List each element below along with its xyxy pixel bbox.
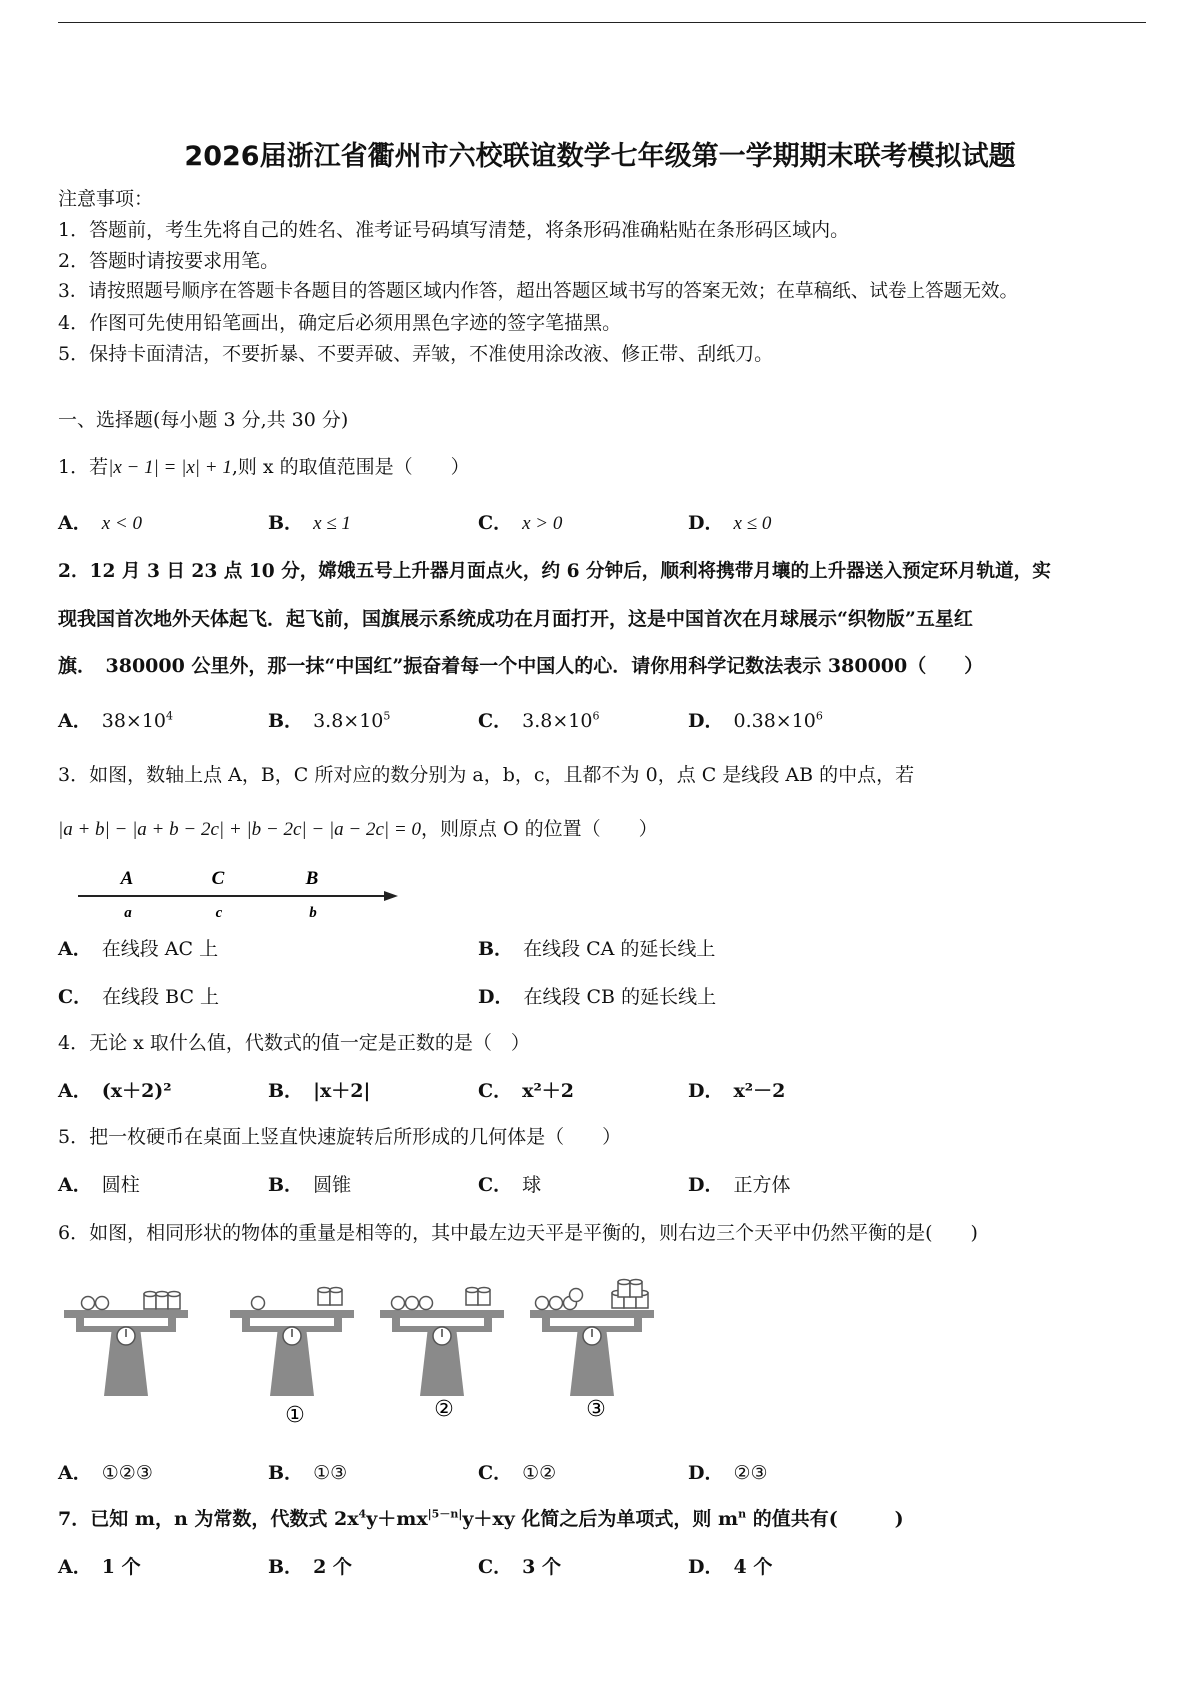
header-rule — [58, 22, 1146, 23]
option-b[interactable]: B． $3.8\times 10^5$ — [268, 709, 391, 732]
option-b[interactable]: B． 圆锥 — [268, 1174, 352, 1196]
math-expression: |x − 1| = |x| + 1 — [108, 457, 232, 478]
option-d[interactable]: D． 4 个 — [688, 1556, 773, 1578]
notice-item: 2．答题时请按要求用笔。 — [58, 250, 280, 272]
question-2-line: 现我国首次地外天体起飞．起飞前，国旗展示系统成功在月面打开，这是中国首次在月球展示“织物版”五星红 — [58, 608, 973, 630]
option-b[interactable]: B． ①③ — [268, 1462, 348, 1484]
balance-scales-figure — [60, 1262, 680, 1432]
option-c[interactable]: C． x > 0 — [478, 512, 563, 534]
value-label-a: a — [124, 905, 132, 921]
page-title: 2026届浙江省衢州市六校联谊数学七年级第一学期期末联考模拟试题 — [184, 141, 1016, 172]
option-a[interactable]: A． 在线段 AC 上 — [58, 938, 219, 960]
question-3-condition — [58, 814, 658, 841]
figure-label-1: ① — [285, 1403, 305, 1428]
question-4-stem: 4．无论 x 取什么值，代数式的值一定是正数的是（ ） — [58, 1032, 530, 1054]
option-d[interactable]: D． $0.38\times 10^6$ — [688, 709, 823, 732]
value-label-b: b — [309, 905, 317, 921]
point-label-a: A — [120, 868, 134, 889]
option-a[interactable]: A． 圆柱 — [58, 1174, 140, 1196]
option-d[interactable]: D． ②③ — [688, 1462, 768, 1484]
question-2-line: 旗． 380000 公里外，那一抹“中国红”振奋着每一个中国人的心．请你用科学记数法表示 380000（ ） — [58, 655, 984, 677]
math-expression: |a + b| − |a + b − 2c| + |b − 2c| − |a − 2c| = 0 — [58, 819, 421, 840]
option-c[interactable]: C． 在线段 BC 上 — [58, 986, 220, 1008]
option-b[interactable]: B． |x＋2| — [268, 1080, 371, 1102]
option-b[interactable]: B． 在线段 CA 的延长线上 — [478, 938, 716, 960]
option-c[interactable]: C． x²＋2 — [478, 1080, 574, 1102]
question-number: 1．若 — [58, 456, 109, 478]
question-6-stem: 6．如图，相同形状的物体的重量是相等的，其中最左边天平是平衡的，则右边三个天平中仍然平衡的是( ) — [58, 1222, 978, 1244]
value-label-c: c — [215, 905, 223, 921]
option-a[interactable]: A． 1 个 — [58, 1556, 141, 1578]
balance-1 — [230, 1288, 354, 1397]
notice-item: 1．答题前，考生先将自己的姓名、准考证号码填写清楚，将条形码准确粘贴在条形码区域内。 — [58, 219, 850, 241]
question-1-stem — [58, 452, 470, 479]
question-5-stem: 5．把一枚硬币在桌面上竖直快速旋转后所形成的几何体是（ ） — [58, 1126, 622, 1148]
option-d[interactable]: D． 正方体 — [688, 1174, 791, 1196]
option-c[interactable]: C． 球 — [478, 1174, 542, 1196]
option-a[interactable]: A． x < 0 — [58, 512, 143, 534]
option-a[interactable]: A． $38\times 10^4$ — [58, 709, 174, 732]
notice-item: 4．作图可先使用铅笔画出，确定后必须用黑色字迹的签字笔描黑。 — [58, 312, 622, 334]
figure-label-2: ② — [434, 1397, 454, 1422]
question-2-line: 2．12 月 3 日 23 点 10 分，嫦娥五号上升器月面点火，约 6 分钟后，顺利将携带月壤的上升器送入预定环月轨道，实 — [58, 561, 1051, 582]
option-a[interactable]: A． (x＋2)² — [58, 1080, 172, 1102]
question-tail: ，则原点 O 的位置（ ） — [420, 818, 658, 840]
option-b[interactable]: B． x ≤ 1 — [268, 512, 351, 534]
notice-item: 3．请按照题号顺序在答题卡各题目的答题区域内作答，超出答题区域书写的答案无效；在草稿纸、试卷上答题无效。 — [58, 281, 1019, 302]
option-a[interactable]: A． ①②③ — [58, 1462, 153, 1484]
question-tail: ,则 x 的取值范围是（ ） — [231, 456, 470, 478]
option-d[interactable]: D． 在线段 CB 的延长线上 — [478, 986, 717, 1008]
balance-3 — [530, 1280, 654, 1397]
point-label-b: B — [305, 868, 319, 889]
question-3-line: 3．如图，数轴上点 A，B，C 所对应的数分别为 a，b，c，且都不为 0，点 C 是线段 AB 的中点，若 — [58, 764, 915, 786]
balance-2 — [380, 1288, 504, 1397]
question-7-stem: 7．已知 m，n 为常数，代数式 $2x^4y+mx^{|5-n|}y+xy$ 化简之后为单项式，则 $m^n$ 的值共有( ) — [58, 1507, 904, 1530]
option-c[interactable]: C． 3 个 — [478, 1556, 561, 1578]
point-label-c: C — [211, 868, 225, 889]
balance-reference — [64, 1292, 188, 1397]
arrow-icon — [384, 891, 398, 901]
notice-heading: 注意事项： — [58, 188, 154, 210]
section-heading: 一、选择题(每小题 3 分,共 30 分) — [58, 409, 349, 431]
option-c[interactable]: C． $3.8\times 10^6$ — [478, 709, 600, 732]
option-c[interactable]: C． ①② — [478, 1462, 557, 1484]
option-d[interactable]: D． x²－2 — [688, 1080, 786, 1102]
figure-label-3: ③ — [586, 1397, 606, 1422]
option-d[interactable]: D． x ≤ 0 — [688, 512, 772, 534]
number-line-figure — [72, 864, 402, 928]
option-b[interactable]: B． 2 个 — [268, 1556, 352, 1578]
notice-item: 5．保持卡面清洁，不要折暴、不要弄破、弄皱，不准使用涂改液、修正带、刮纸刀。 — [58, 343, 774, 365]
